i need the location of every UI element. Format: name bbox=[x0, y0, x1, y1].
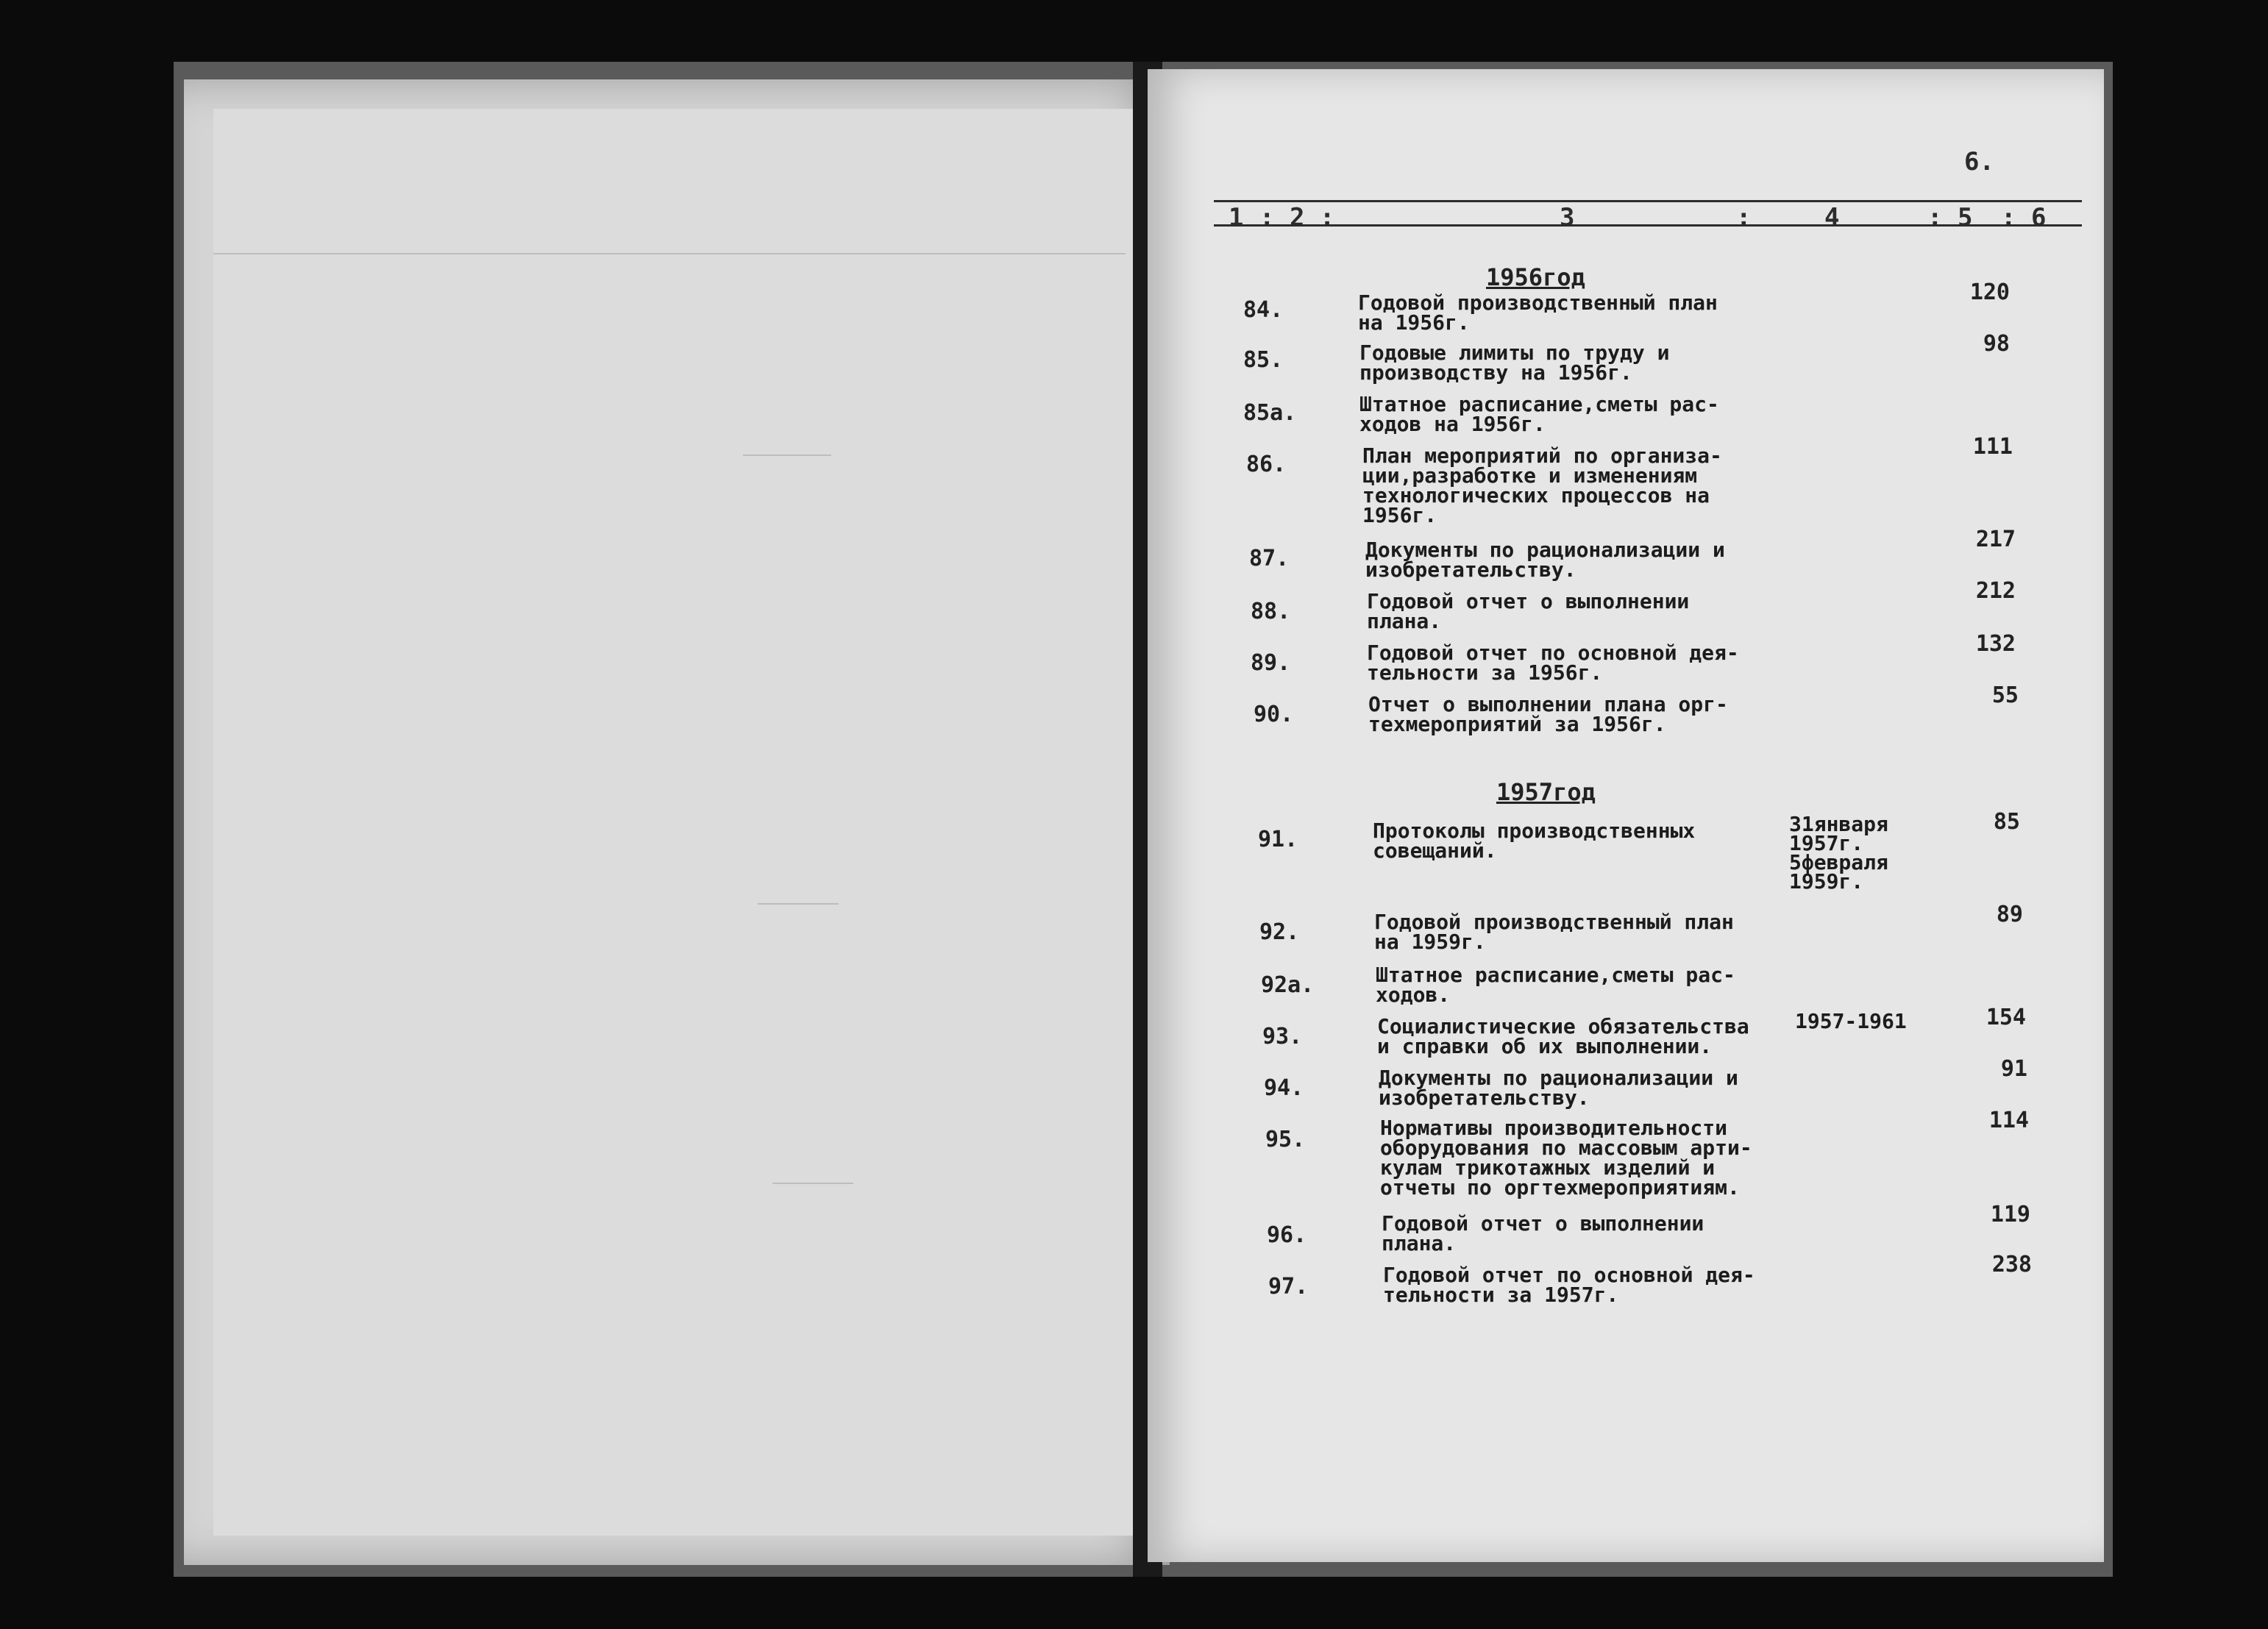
entry-title: Социалистические обязательства и справки об их выполнении. bbox=[1377, 1014, 1749, 1058]
entry-number: 88. bbox=[1251, 599, 1291, 624]
entry-number: 85а. bbox=[1243, 400, 1297, 426]
section-year: 1957год bbox=[1496, 778, 1596, 806]
column-header-1: 1 bbox=[1229, 203, 1244, 232]
header-rule-top bbox=[1214, 200, 2082, 202]
column-header-4: 4 bbox=[1824, 203, 1840, 232]
entry-title: Штатное расписание,сметы рас- ходов. bbox=[1376, 963, 1735, 1007]
entry-number: 92а. bbox=[1261, 972, 1315, 998]
entry-number: 95. bbox=[1265, 1127, 1306, 1152]
entry-title: Годовой отчет о выполнении плана. bbox=[1367, 589, 1690, 633]
entry-title: Годовой отчет о выполнении плана. bbox=[1382, 1211, 1704, 1255]
entry-title: Нормативы производительности оборудования по массовым арти- кулам трикотажных изделий и отчеты по оргтехмероприятиям. bbox=[1380, 1116, 1752, 1200]
entry-sheets: 89 bbox=[1996, 902, 2023, 927]
entry-number: 87. bbox=[1249, 546, 1290, 571]
entry-title: Годовой отчет по основной дея- тельности за 1957г. bbox=[1383, 1263, 1755, 1307]
entry-title: Документы по рационализации и изобретательству. bbox=[1365, 538, 1725, 582]
entry-title: Отчет о выполнении плана орг- техмероприятий за 1956г. bbox=[1368, 692, 1728, 736]
column-header-2: : 2 : bbox=[1259, 203, 1335, 232]
entry-title: Годовые лимиты по труду и производству на 1956г. bbox=[1359, 341, 1670, 385]
entry-number: 89. bbox=[1251, 650, 1291, 676]
bleed-rule bbox=[213, 253, 1126, 254]
entry-number: 92. bbox=[1259, 919, 1300, 945]
entry-number: 94. bbox=[1264, 1075, 1304, 1101]
entry-sheets: 212 bbox=[1975, 578, 2016, 604]
bleed-mark bbox=[758, 903, 839, 905]
entry-number: 85. bbox=[1243, 347, 1284, 373]
entry-number: 86. bbox=[1246, 452, 1287, 477]
entry-number: 91. bbox=[1258, 827, 1298, 852]
entry-sheets: 217 bbox=[1975, 527, 2016, 552]
entry-sheets: 154 bbox=[1986, 1005, 2026, 1030]
entry-sheets: 114 bbox=[1988, 1108, 2029, 1133]
entry-number: 84. bbox=[1243, 297, 1284, 323]
bleed-mark bbox=[743, 455, 831, 456]
entry-date: 1957-1961 bbox=[1795, 1009, 1907, 1033]
entry-title: Годовой отчет по основной дея- тельности за 1956г. bbox=[1367, 641, 1739, 685]
bleed-mark bbox=[772, 1183, 853, 1184]
left-page bbox=[184, 79, 1170, 1565]
entry-sheets: 98 bbox=[1983, 331, 2010, 357]
left-page-bleedthrough bbox=[213, 109, 1140, 1536]
entry-sheets: 111 bbox=[1972, 434, 2013, 460]
entry-title: Годовой производственный план на 1959г. bbox=[1374, 910, 1734, 954]
entry-sheets: 85 bbox=[1993, 809, 2020, 835]
entry-sheets: 120 bbox=[1969, 279, 2010, 305]
entry-sheets: 55 bbox=[1991, 682, 2019, 708]
column-header-sep: : bbox=[1736, 203, 1752, 232]
entry-title: План мероприятий по организа- ции,разработке и изменениям технологических процессов на 1956г. bbox=[1362, 443, 1722, 527]
entry-title: Годовой производственный план на 1956г. bbox=[1358, 290, 1718, 335]
entry-date: 31января 1957г. 5февраля 1959г. bbox=[1789, 812, 1888, 894]
column-header-3: 3 bbox=[1560, 203, 1575, 232]
entry-title: Штатное расписание,сметы рас- ходов на 1956г. bbox=[1359, 392, 1719, 436]
entry-title: Протоколы производственных совещаний. bbox=[1373, 819, 1696, 863]
column-header-6: : 6 bbox=[2001, 203, 2047, 232]
entry-number: 93. bbox=[1262, 1024, 1303, 1049]
entry-number: 96. bbox=[1267, 1222, 1307, 1248]
entry-sheets: 91 bbox=[2000, 1056, 2027, 1082]
entry-title: Документы по рационализации и изобретательству. bbox=[1379, 1066, 1738, 1110]
entry-sheets: 119 bbox=[1990, 1202, 2030, 1227]
column-header-5: : 5 bbox=[1927, 203, 1973, 232]
section-year: 1956год bbox=[1486, 263, 1585, 291]
entry-sheets: 132 bbox=[1975, 631, 2016, 657]
page-number: 6. bbox=[1964, 147, 1994, 177]
entry-number: 97. bbox=[1268, 1274, 1309, 1300]
entry-number: 90. bbox=[1254, 702, 1294, 727]
entry-sheets: 238 bbox=[1991, 1252, 2032, 1277]
